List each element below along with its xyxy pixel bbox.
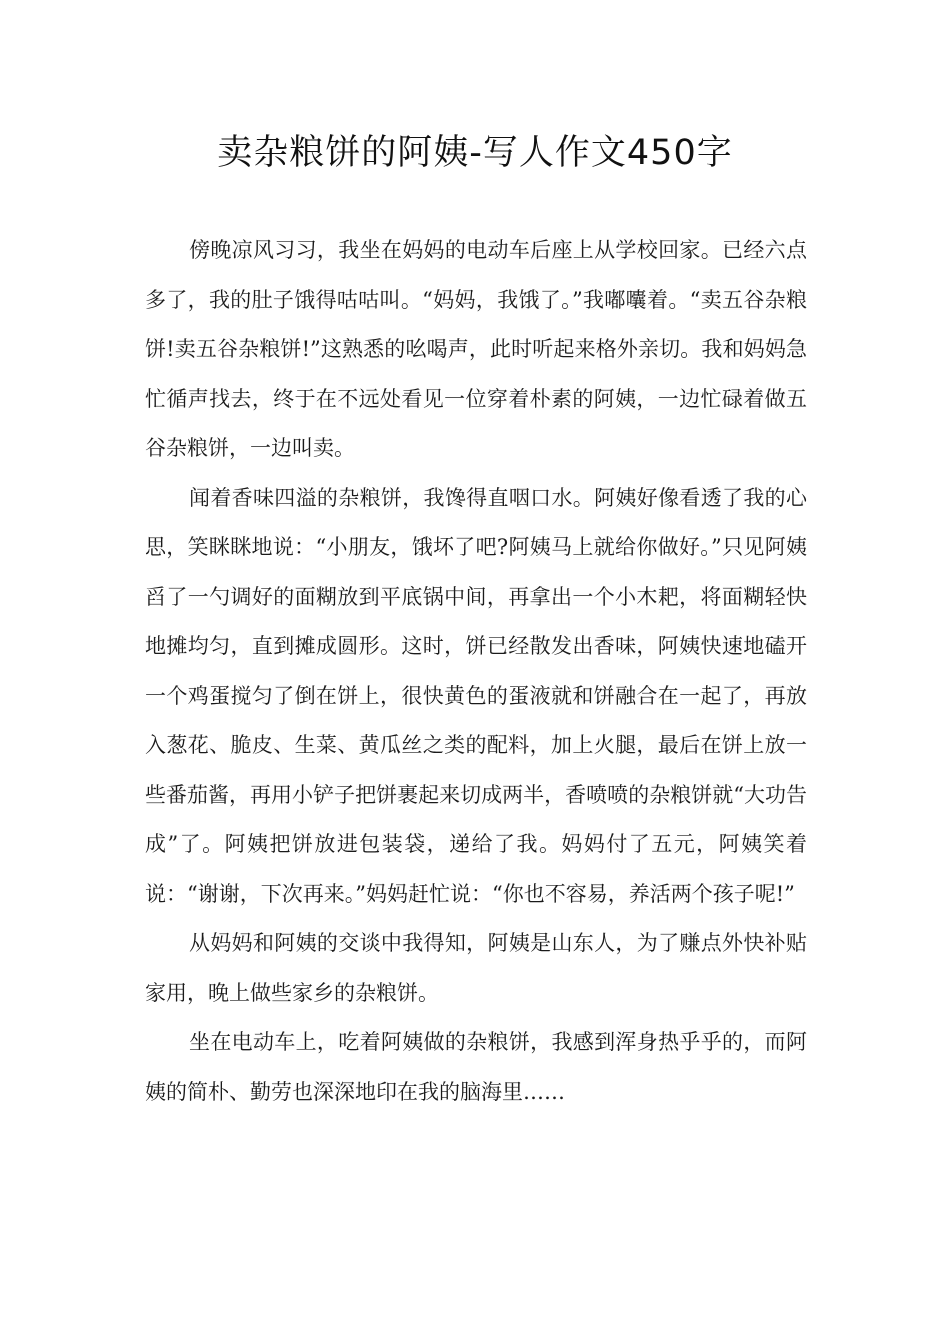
document-body	[145, 226, 807, 1117]
document-title: 卖杂粮饼的阿姨-写人作文450字	[217, 133, 733, 173]
paragraph-3: 从妈妈和阿姨的交谈中我得知，阿姨是山东人，为了赚点外快补贴家用，晚上做些家乡的杂粮饼。	[145, 931, 807, 1005]
paragraph-4: 坐在电动车上，吃着阿姨做的杂粮饼，我感到浑身热乎乎的，而阿姨的简朴、勤劳也深深地印在我的脑海里……	[145, 1030, 807, 1104]
paragraph-2: 闻着香味四溢的杂粮饼，我馋得直咽口水。阿姨好像看透了我的心思，笑眯眯地说：“小朋友，饿坏了吧?阿姨马上就给你做好。”只见阿姨舀了一勺调好的面糊放到平底锅中间，再拿出一个小木耙，将面糊轻快地摊均匀，直到摊成圆形。这时，饼已经散发出香味，阿姨快速地磕开一个鸡蛋搅匀了倒在饼上，很快黄色的蛋液就和饼融合在一起了，再放入葱花、脆皮、生菜、黄瓜丝之类的配料，加上火腿，最后在饼上放一些番茄酱，再用小铲子把饼裹起来切成两半，香喷喷的杂粮饼就“大功告成”了。阿姨把饼放进包装袋，递给了我。妈妈付了五元，阿姨笑着说：“谢谢，下次再来。”妈妈赶忙说：“你也不容易，养活两个孩子呢!”	[145, 485, 807, 906]
paragraph-1: 傍晚凉风习习，我坐在妈妈的电动车后座上从学校回家。已经六点多了，我的肚子饿得咕咕叫。“妈妈，我饿了。”我嘟囔着。“卖五谷杂粮饼!卖五谷杂粮饼!”这熟悉的吆喝声，此时听起来格外亲切。我和妈妈急忙循声找去，终于在不远处看见一位穿着朴素的阿姨，一边忙碌着做五谷杂粮饼，一边叫卖。	[145, 238, 807, 460]
